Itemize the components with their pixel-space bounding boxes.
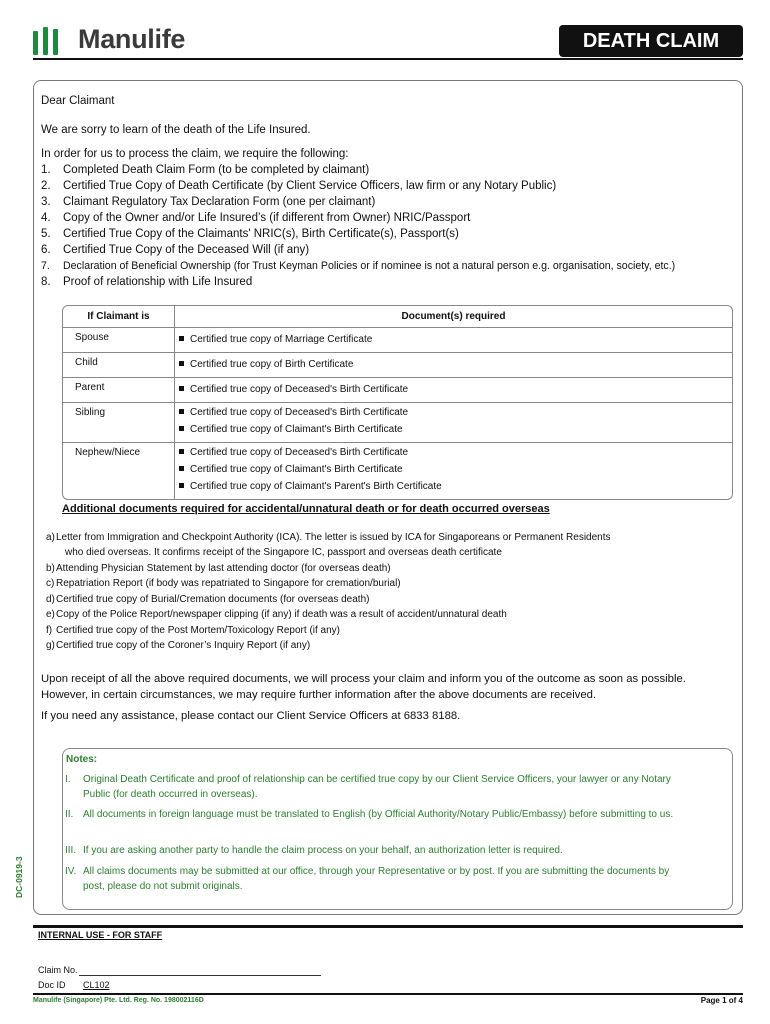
document-line: Certified true copy of Deceased's Birth Certificate [175, 382, 732, 399]
manulife-logo [33, 24, 185, 55]
closing-line-1: Upon receipt of all the above required documents, we will process your claim and inform you of the outcome as soon as possible. [41, 673, 686, 685]
contact-line: If you need any assistance, please contact our Client Service Officers at 6833 8188. [41, 710, 461, 722]
note-item-continuation: post, please do not submit originals. [83, 881, 243, 892]
requirements-intro: In order for us to process the claim, we require the following: [41, 148, 349, 160]
list-item: 6. Certified True Copy of the Deceased Will (if any) [41, 244, 310, 256]
list-item: c) Repatriation Report (if body was repatriated to Singapore for cremation/burial) [46, 578, 401, 589]
doc-id-label: Doc ID [38, 980, 66, 990]
document-line: Certified true copy of Deceased's Birth Certificate [175, 445, 732, 462]
list-item: g)Certified true copy of the Coroner’s Inquiry Report (if any) [46, 640, 311, 651]
claimant-cell: Child [63, 353, 175, 378]
staff-divider [33, 925, 743, 928]
header-divider [33, 58, 743, 60]
note-item-continuation: Public (for death occurred in overseas). [83, 789, 258, 800]
note-item: II. All documents in foreign language must be translated to English (by Official Authority/Notary Public/Embassy) before submitting to us. [65, 809, 674, 820]
list-item: 5. Certified True Copy of the Claimants' NRIC(s), Birth Certificate(s), Passport(s) [41, 228, 459, 240]
documents-cell [175, 403, 732, 443]
list-item: 1. Completed Death Claim Form (to be completed by claimant) [41, 164, 370, 176]
document-line: Certified true copy of Deceased's Birth Certificate [175, 405, 732, 422]
document-line: Certified true copy of Claimant's Birth Certificate [175, 422, 732, 439]
table-header-row [63, 306, 732, 328]
bullet-icon [179, 386, 184, 391]
doc-id-row [38, 980, 110, 990]
table-row [63, 403, 732, 443]
list-item: b)Attending Physician Statement by last attending doctor (for overseas death) [46, 563, 391, 574]
claimant-cell: Sibling [63, 403, 175, 443]
document-line: Certified true copy of Claimant's Birth Certificate [175, 462, 732, 479]
notes-box [62, 748, 733, 910]
bullet-icon [179, 466, 184, 471]
table-row [63, 353, 732, 378]
bullet-icon [179, 449, 184, 454]
table-row [63, 443, 732, 499]
list-item: d)Certified true copy of Burial/Cremation documents (for overseas death) [46, 594, 370, 605]
note-item: III. If you are asking another party to handle the claim process on your behalf, an authorization letter is required. [65, 845, 563, 856]
document-line: Certified true copy of Birth Certificate [175, 357, 732, 374]
claim-no-label: Claim No. [38, 965, 78, 975]
documents-cell [175, 378, 732, 403]
list-item: e)Copy of the Police Report/newspaper clipping (if any) if death was a result of accident/unnatural death [46, 609, 507, 620]
note-item: I. Original Death Certificate and proof of relationship can be certified true copy by our Client Service Officers, your lawyer or any Notary [65, 774, 671, 785]
bullet-icon [179, 336, 184, 341]
list-item: 7. Declaration of Beneficial Ownership (for Trust Keyman Policies or if nominee is not a natural person e.g. organisation, society, etc.) [41, 260, 676, 272]
claimant-cell: Spouse [63, 328, 175, 353]
note-item: IV. All claims documents may be submitted at our office, through your Representative or by post. If you are submitting the documents by [65, 866, 670, 877]
footer-divider [33, 993, 743, 995]
claim-no-field[interactable] [79, 975, 321, 976]
list-item: 8. Proof of relationship with Life Insured [41, 276, 253, 288]
documents-table [62, 305, 733, 500]
bullet-icon [179, 483, 184, 488]
form-title-badge: DEATH CLAIM [559, 25, 743, 57]
list-item: 3. Claimant Regulatory Tax Declaration Form (one per claimant) [41, 196, 376, 208]
list-item: f) Certified true copy of the Post Mortem/Toxicology Report (if any) [46, 625, 341, 636]
documents-cell [175, 353, 732, 378]
bullet-icon [179, 426, 184, 431]
list-item: 4. Copy of the Owner and/or Life Insured’s (if different from Owner) NRIC/Passport [41, 212, 471, 224]
form-code: DC-0919-3 [14, 856, 24, 898]
staff-section-title: INTERNAL USE - FOR STAFF [38, 930, 163, 940]
bullet-icon [179, 361, 184, 366]
closing-line-2: However, in certain circumstances, we may require further information after the above documents are received. [41, 689, 597, 701]
list-item: 2. Certified True Copy of Death Certificate (by Client Service Officers, law firm or any Notary Public) [41, 180, 557, 192]
document-line: Certified true copy of Claimant's Parent's Birth Certificate [175, 479, 732, 496]
list-item: a)Letter from Immigration and Checkpoint Authority (ICA). The letter is issued by ICA for Singaporeans or Permanent Residents [46, 532, 611, 543]
document-line: Certified true copy of Marriage Certificate [175, 332, 732, 349]
table-row [63, 378, 732, 403]
logo-text: Manulife [78, 24, 186, 54]
doc-id-value: CL102 [83, 980, 110, 990]
documents-cell [175, 328, 732, 353]
column-header: If Claimant is [63, 306, 175, 328]
condolence-line: We are sorry to learn of the death of the Life Insured. [41, 124, 311, 136]
additional-docs-title: Additional documents required for accidental/unnatural death or for death occurred overseas [62, 503, 550, 515]
manulife-logo-mark [33, 25, 58, 55]
notes-title: Notes: [66, 754, 98, 765]
documents-cell [175, 443, 732, 499]
bullet-icon [179, 409, 184, 414]
company-registration: Manulife (Singapore) Pte. Ltd. Reg. No. 198002116D [33, 997, 204, 1004]
greeting: Dear Claimant [41, 95, 115, 107]
page-number: Page 1 of 4 [700, 996, 743, 1005]
table-row [63, 328, 732, 353]
list-item-continuation: who died overseas. It confirms receipt of the Singapore IC, passport and overseas death certificate [65, 547, 502, 558]
claimant-cell: Nephew/Niece [63, 443, 175, 499]
column-header: Document(s) required [175, 306, 732, 328]
claimant-cell: Parent [63, 378, 175, 403]
